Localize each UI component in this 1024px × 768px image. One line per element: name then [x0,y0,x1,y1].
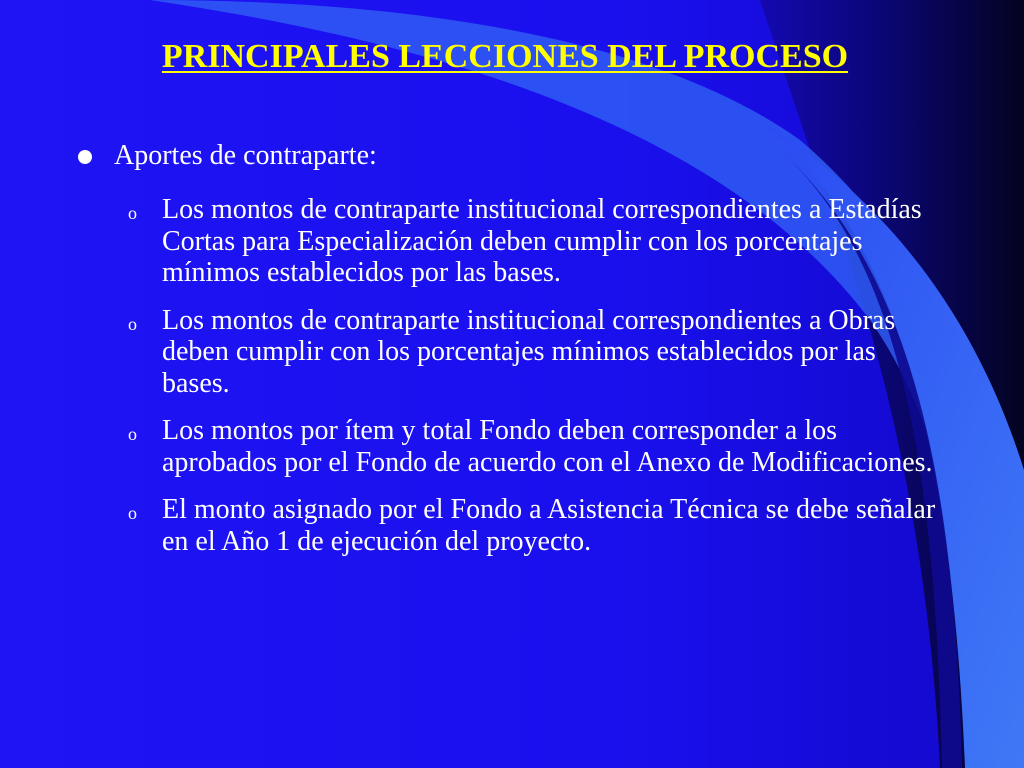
sub-bullet-item [128,494,948,557]
main-bullet-item [78,138,377,174]
sub-bullet-item [128,415,948,478]
hollow-o-bullet-icon: o [128,313,137,334]
slide-title: PRINCIPALES LECCIONES DEL PROCESO [161,38,849,75]
hollow-o-bullet-icon: o [128,503,137,523]
sub-bullet-text: Los montos por ítem y total Fondo deben corresponder a los aprobados por el Fondo de acuerdo con el Anexo de Modificaciones. [162,415,933,478]
sub-bullet-list [128,194,948,573]
hollow-o-bullet-icon: o [128,203,137,223]
main-bullet-text: Aportes de contraparte: [114,140,377,171]
hollow-o-bullet-icon: o [128,424,137,444]
sub-bullet-text: Los montos de contraparte institucional correspondientes a Obras deben cumplir con los porcentajes mínimos establecidos por las bases. [162,304,896,399]
sub-bullet-text: El monto asignado por el Fondo a Asistencia Técnica se debe señalar en el Año 1 de ejecución del proyecto. [162,494,936,557]
filled-circle-bullet-icon [78,150,92,164]
sub-bullet-text: Los montos de contraparte institucional correspondientes a Estadías Cortas para Especialización deben cumplir con los porcentajes mínimos establecidos por las bases. [162,194,922,288]
sub-bullet-item [128,194,948,289]
sub-bullet-item [128,305,948,400]
